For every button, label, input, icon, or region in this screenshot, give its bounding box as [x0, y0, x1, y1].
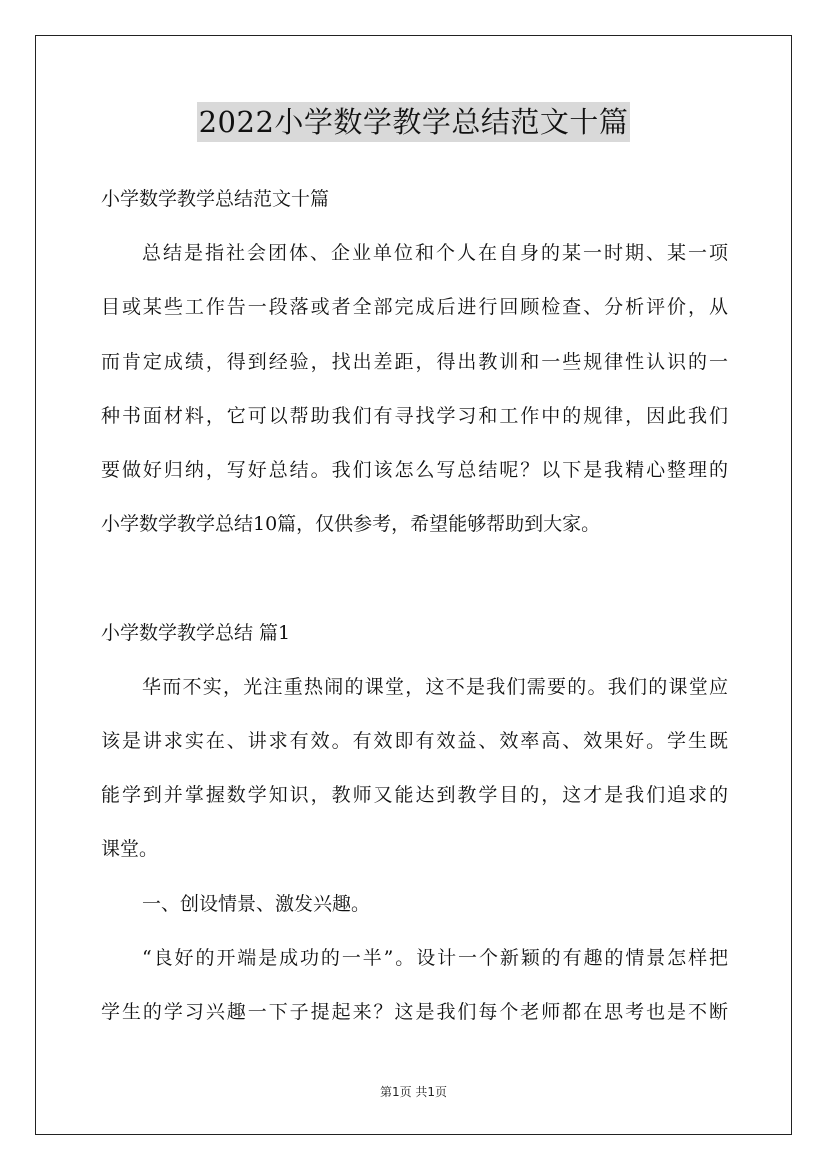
paragraph-line: “良好的开端是成功的一半”。设计一个新颖的有趣的情景怎样把	[142, 946, 728, 969]
paragraph-line: 要做好归纳，写好总结。我们该怎么写总结呢？以下是我精心整理的	[101, 459, 728, 482]
paragraph-line: 华而不实，光注重热闹的课堂，这不是我们需要的。我们的课堂应	[142, 675, 728, 698]
paragraph-line: 目或某些工作告一段落或者全部完成后进行回顾检查、分析评价，从	[101, 296, 728, 319]
page-footer: 第1页 共1页	[379, 1085, 448, 1099]
paragraph-line: 总结是指社会团体、企业单位和个人在自身的某一时期、某一项	[142, 242, 728, 265]
paragraph-line: 小学数学教学总结10篇，仅供参考，希望能够帮助到大家。	[101, 513, 601, 536]
paragraph-line: 学生的学习兴趣一下子提起来？这是我们每个老师都在思考也是不断	[101, 1001, 728, 1024]
section-heading: 小学数学教学总结 篇1	[101, 621, 291, 644]
paragraph-line: 能学到并掌握数学知识，教师又能达到教学目的，这才是我们追求的	[101, 784, 728, 807]
section-heading: 小学数学教学总结范文十篇	[101, 188, 330, 210]
document-body	[101, 172, 728, 1039]
blank-line	[101, 551, 728, 605]
document-title: 2022小学数学教学总结范文十篇	[197, 102, 631, 142]
paragraph-line: 课堂。	[101, 838, 159, 861]
subheading-line: 一、创设情景、激发兴趣。	[142, 892, 371, 915]
paragraph-line: 该是讲求实在、讲求有效。有效即有效益、效率高、效果好。学生既	[101, 730, 728, 753]
paragraph-line: 种书面材料，它可以帮助我们有寻找学习和工作中的规律，因此我们	[101, 404, 728, 427]
paragraph-line: 而肯定成绩，得到经验，找出差距，得出教训和一些规律性认识的一	[101, 350, 728, 373]
title-container	[0, 102, 827, 142]
